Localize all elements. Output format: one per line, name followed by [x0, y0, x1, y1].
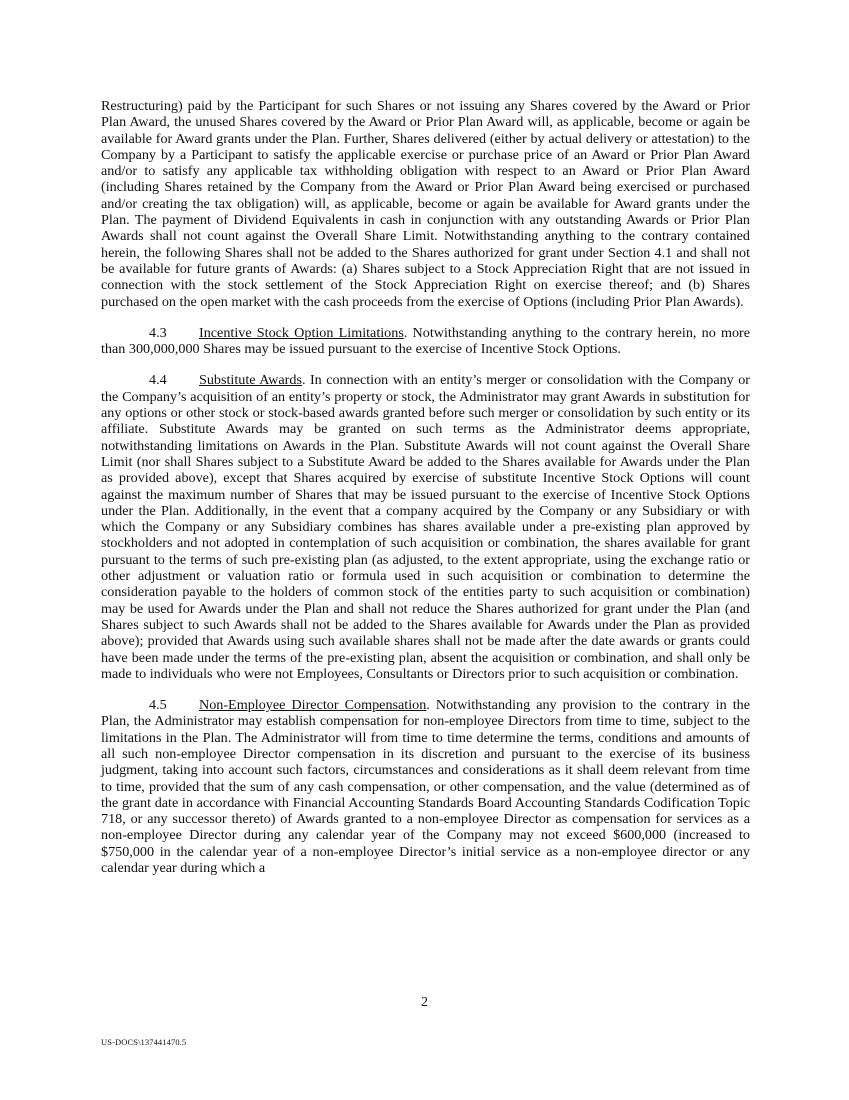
section-number: 4.4 — [149, 372, 167, 389]
section-4-4 — [101, 372, 750, 682]
section-number: 4.5 — [149, 697, 167, 714]
section-heading: Non-Employee Director Compensation — [199, 697, 427, 714]
document-id: US-DOCS\137441470.5 — [101, 1037, 187, 1047]
section-4-5 — [101, 697, 750, 876]
section-4-3 — [101, 325, 750, 358]
document-body — [101, 98, 750, 891]
section-body: . Notwithstanding any provision to the contrary in the Plan, the Administrator may establish compensation for non-employee Directors from time to time, subject to the limitations in the Plan. The Administrator will from time to time determine the terms, conditions and amounts of all such non-employee Director compensation in its discretion and pursuant to the exercise of its business judgment, taking into account such factors, circumstances and considerations as it shall deem relevant from time to time, provided that the sum of any cash compensation, or other compensation, and the value (determined as of the grant date in accordance with Financial Accounting Standards Board Accounting Standards Codification Topic 718, or any successor thereto) of Awards granted to a non-employee Director as compensation for services as a non-employee Director during any calendar year of the Company may not exceed $600,000 (increased to $750,000 in the calendar year of a non-employee Director’s initial service as a non-employee director or any calendar year during which a — [101, 697, 750, 877]
section-heading: Substitute Awards — [199, 372, 302, 389]
section-number: 4.3 — [149, 324, 167, 341]
page-number: 2 — [421, 995, 428, 1010]
paragraph-continuation: Restructuring) paid by the Participant for such Shares or not issuing any Shares covered by the Award or Prior Plan Award, the unused Shares covered by the Award or Prior Plan Award will, as applicable, become or again be available for Award grants under the Plan. Further, Shares delivered (either by actual delivery or attestation) to the Company by a Participant to satisfy the applicable exercise or purchase price of an Award or Prior Plan Award and/or to satisfy any applicable tax withholding obligation with respect to an Award or Prior Plan Award (including Shares retained by the Company from the Award or Prior Plan Award being exercised or purchased and/or creating the tax obligation) will, as applicable, become or again be available for Award grants under the Plan. The payment of Dividend Equivalents in cash in conjunction with any outstanding Awards or Prior Plan Awards shall not count against the Overall Share Limit. Notwithstanding anything to the contrary contained herein, the following Shares shall not be added to the Shares authorized for grant under Section 4.1 and shall not be available for future grants of Awards: (a) Shares subject to a Stock Appreciation Right that are not issued in connection with the stock settlement of the Stock Appreciation Right on exercise thereof; and (b) Shares purchased on the open market with the cash proceeds from the exercise of Options (including Prior Plan Awards). — [101, 98, 750, 310]
section-body: . Notwithstanding anything to the contrary herein, no more than 300,000,000 Shares may be issued pursuant to the exercise of Incentive Stock Options. — [101, 324, 750, 358]
section-body: . In connection with an entity’s merger or consolidation with the Company or the Company’s acquisition of an entity’s property or stock, the Administrator may grant Awards in substitution for any options or other stock or stock-based awards granted before such merger or consolidation by such entity or its affiliate. Substitute Awards may be granted on such terms as the Administrator deems appropriate, notwithstanding limitations on Awards in the Plan. Substitute Awards will not count against the Overall Share Limit (nor shall Shares subject to a Substitute Award be added to the Shares available for Awards under the Plan as provided above), except that Shares acquired by exercise of substitute Incentive Stock Options will count against the maximum number of Shares that may be issued pursuant to the exercise of Incentive Stock Options under the Plan. Additionally, in the event that a company acquired by the Company or any Subsidiary or with which the Company or any Subsidiary combines has shares available under a pre-existing plan approved by stockholders and not adopted in contemplation of such acquisition or combination, the shares available for grant pursuant to the terms of such pre-existing plan (as adjusted, to the extent appropriate, using the exchange ratio or other adjustment or valuation ratio or formula used in such acquisition or combination to determine the consideration payable to the holders of common stock of the entities party to such acquisition or combination) may be used for Awards under the Plan and shall not reduce the Shares authorized for grant under the Plan (and Shares subject to such Awards shall not be added to the Shares available for Awards under the Plan as provided above); provided that Awards using such available shares shall not be made after the date awards or grants could have been made under the terms of the pre-existing plan, absent the acquisition or combination, and shall only be made to individuals who were not Employees, Consultants or Directors prior to such acquisition or combination. — [101, 372, 750, 682]
section-heading: Incentive Stock Option Limitations — [199, 324, 404, 341]
